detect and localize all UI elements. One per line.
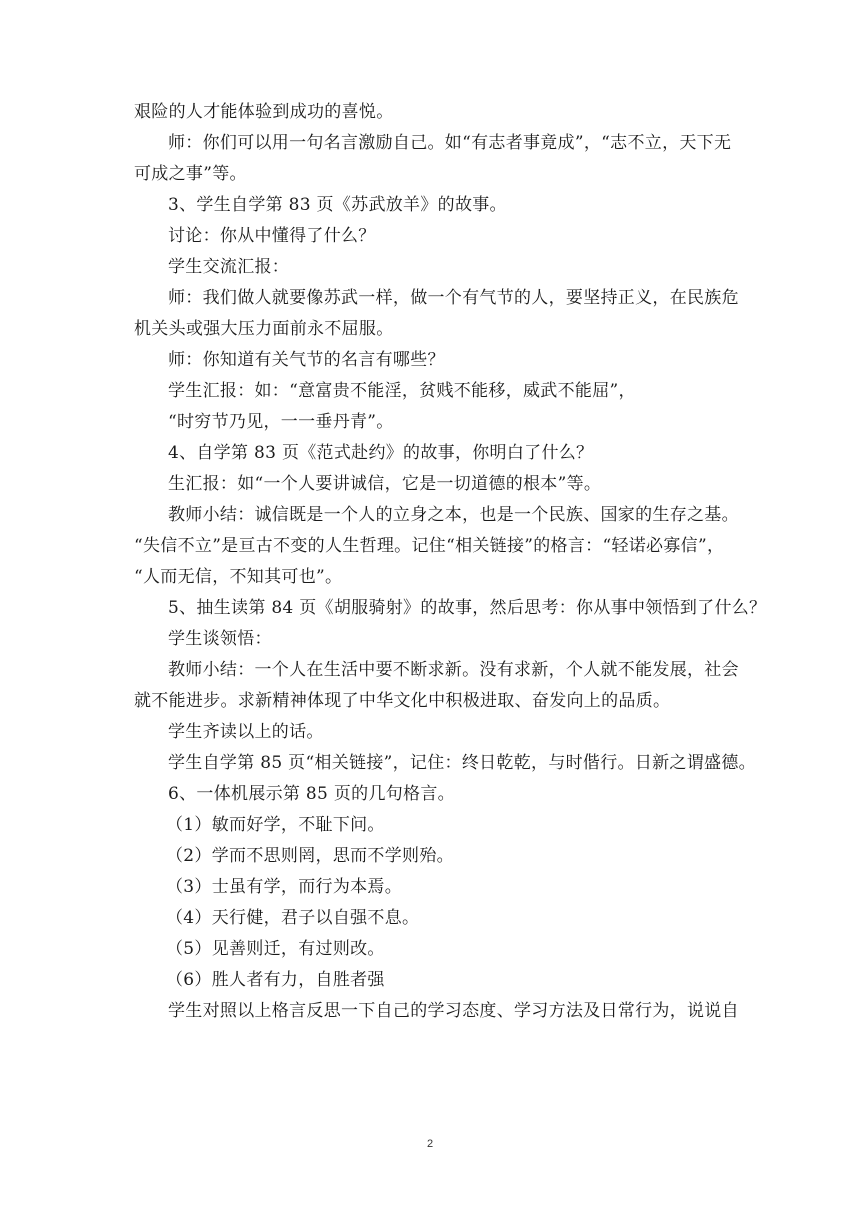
text-line: 学生汇报：如：“意富贵不能淫，贫贱不能移，威武不能屈”， xyxy=(168,381,636,401)
text-line: 学生交流汇报： xyxy=(168,257,290,277)
text-line: “时穷节乃见，一一垂丹青”。 xyxy=(168,412,394,432)
text-line: 学生对照以上格言反思一下自己的学习态度、学习方法及日常行为，说说自 xyxy=(168,1001,739,1021)
text-line: 师：你们可以用一句名言激励自己。如“有志者事竟成”，“志不立，天下无 xyxy=(168,133,732,153)
text-line: 教师小结：诚信既是一个人的立身之本，也是一个民族、国家的生存之基。 xyxy=(168,505,739,525)
text-line: 学生谈领悟： xyxy=(168,629,272,649)
text-line: 可成之事”等。 xyxy=(134,164,247,184)
text-line: 6、一体机展示第 85 页的几句格言。 xyxy=(168,784,455,804)
text-line: 艰险的人才能体验到成功的喜悦。 xyxy=(134,102,394,122)
text-line: “人而无信，不知其可也”。 xyxy=(134,567,343,587)
text-line: 教师小结：一个人在生活中要不断求新。没有求新，个人就不能发展，社会 xyxy=(168,660,739,680)
text-line: （5）见善则迁，有过则改。 xyxy=(166,939,385,959)
text-line: 师：你知道有关气节的名言有哪些？ xyxy=(168,350,445,370)
text-line: （2）学而不思则罔，思而不学则殆。 xyxy=(166,846,454,866)
text-line: “失信不立”是亘古不变的人生哲理。记住“相关链接”的格言：“轻诺必寡信”， xyxy=(134,536,725,556)
text-line: 3、学生自学第 83 页《苏武放羊》的故事。 xyxy=(168,195,507,215)
text-line: （1）敏而好学，不耻下问。 xyxy=(166,815,385,835)
text-line: 机关头或强大压力面前永不屈服。 xyxy=(134,319,394,339)
text-line: 5、抽生读第 84 页《胡服骑射》的故事，然后思考：你从事中领悟到了什么？ xyxy=(168,598,767,618)
document-body xyxy=(134,97,767,1027)
text-line: 4、自学第 83 页《范式赴约》的故事，你明白了什么？ xyxy=(168,443,594,463)
text-line: 就不能进步。求新精神体现了中华文化中积极进取、奋发向上的品质。 xyxy=(134,691,671,711)
text-line: 讨论：你从中懂得了什么？ xyxy=(168,226,376,246)
text-line: （6）胜人者有力，自胜者强 xyxy=(166,970,385,990)
text-line: （4）天行健，君子以自强不息。 xyxy=(166,908,420,928)
text-line: 师：我们做人就要像苏武一样，做一个有气节的人，要坚持正义，在民族危 xyxy=(168,288,739,308)
text-line: 学生齐读以上的话。 xyxy=(168,722,324,742)
text-line: 学生自学第 85 页“相关链接”，记住：终日乾乾，与时偕行。日新之谓盛德。 xyxy=(168,753,756,773)
text-line: 生汇报：如“一个人要讲诚信，它是一切道德的根本”等。 xyxy=(168,474,602,494)
text-line: （3）士虽有学，而行为本焉。 xyxy=(166,877,403,897)
page-number: 2 xyxy=(426,1138,434,1150)
